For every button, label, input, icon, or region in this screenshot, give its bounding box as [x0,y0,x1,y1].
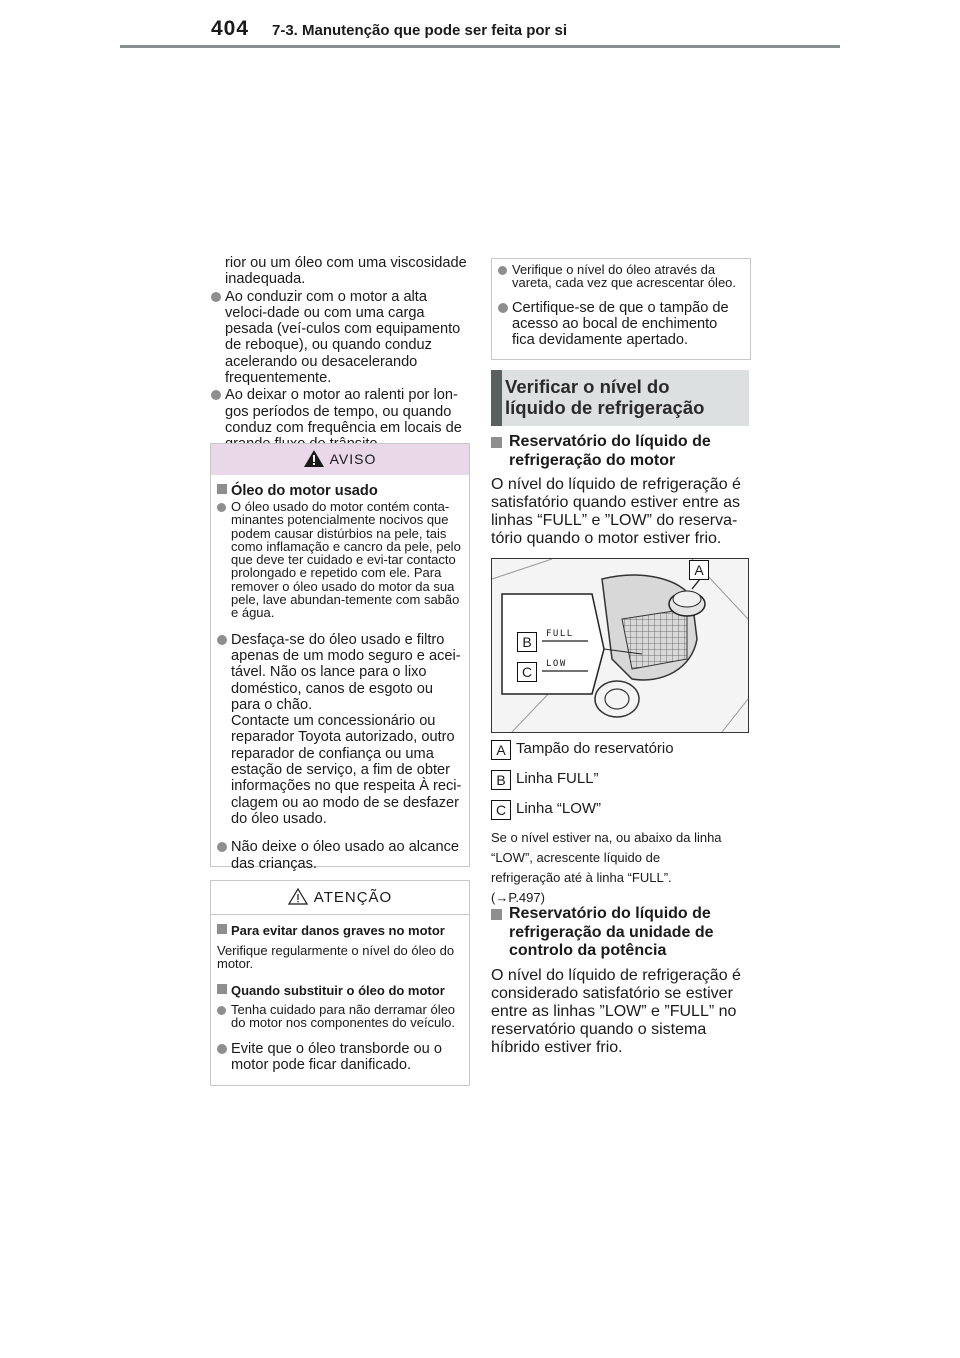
figure-legend [491,740,753,908]
list-item: Verifique o nível do óleo através da vareta, cada vez que acrescentar óleo. [498,263,744,290]
full-line-label: FULL [546,629,574,639]
header-divider [120,45,840,48]
page-reference-link[interactable]: (→P.497) [491,890,545,905]
list-item: Desfaça-se do óleo usado e filtro apenas de um modo seguro e acei-tável. Não os lance para o lixo doméstico, canos de esgoto ou para o chão. Contacte um concessionário ou reparador Toyota autorizado, outro reparador de confiança ou uma estação de serviço, a fim de obter informações no que respeita À reci-clagem ou ao modo de se desfazer do óleo usado. [217,632,463,828]
pcu-coolant-subsection [491,905,753,1057]
bullet-icon [217,1006,226,1015]
caution-subheading: Para evitar danos graves no motor [217,923,463,938]
bullet-icon [217,503,226,512]
figure-label-c: C [517,662,537,682]
bullet-icon [211,292,221,302]
warning-triangle-icon [304,450,324,467]
list-item: Ao deixar o motor ao ralenti por lon-gos períodos de tempo, ou quando conduz com frequência em locais de [211,387,469,452]
figure-label-a: A [689,560,709,580]
caution-title: ATENÇÃO [313,889,393,906]
section-title: Verificar o nível do líquido de refrigeração [505,376,705,418]
legend-row-c: C Linha “LOW” [491,800,753,830]
section-header-bar [491,370,502,426]
low-line-label: LOW [546,659,567,669]
subsection-heading: Reservatório do líquido de refrigeração do motor [491,433,753,470]
warning-title: AVISO [329,451,377,467]
coolant-subsection [491,433,753,548]
caution-box [210,880,470,1086]
list-item: O óleo usado do motor contém conta-minantes potencialmente nocivos que podem causar distúrbios na pele, tais como inflamação e cancro da pele, pelo que deve ter cuidado e evi-tar contacto prolongado e repetido com ele. Para remover o óleo usado do motor da sua pele, lave abundan-temente com sabão e água. [217,500,463,620]
warning-header [211,444,469,475]
coolant-reservoir-figure [491,558,749,733]
coolant-paragraph: O nível do líquido de refrigeração é satisfatório quando estiver entre as linhas “FULL” e ”LOW” do reserva-tório quando o motor estiver frio. [491,476,741,547]
figure-label-b: B [517,632,537,652]
warning-subheading: Óleo do motor usado [217,483,463,499]
pcu-coolant-paragraph: O nível do líquido de refrigeração é considerado satisfatório se estiver entre as linhas ”LOW” e ”FULL” no reservatório quando o sistema híbrido estiver frio. [491,966,741,1056]
caution-triangle-icon [288,888,308,905]
list-item: Ao conduzir com o motor a alta veloci-dade ou com uma carga pesada (veí-culos com equipamento de reboque), ou quando conduz acelerando ou desacelerando frequentemente. [211,289,469,387]
bullet-icon [211,390,221,400]
section-header [491,370,749,426]
square-bullet-icon [217,924,227,934]
legend-row-b: B Linha FULL” [491,770,753,800]
square-bullet-icon [491,437,502,448]
list-item: Tenha cuidado para não derramar óleo do motor nos componentes do veículo. [217,1003,463,1030]
square-bullet-icon [491,909,502,920]
bullet-icon [217,1044,227,1054]
bullet-icon [217,635,227,645]
list-item: Evite que o óleo transborde ou o motor pode ficar danificado. [217,1041,463,1074]
list-item: Certifique-se de que o tampão de acesso ao bocal de enchimento fica devidamente apertado. [498,300,744,349]
bullet-icon [217,842,227,852]
subsection-heading: Reservatório do líquido de refrigeração da unidade de controlo da potência [491,905,753,961]
list-item: Não deixe o óleo usado ao alcance das crianças. [217,839,463,872]
square-bullet-icon [217,984,227,994]
bullet-icon [498,266,507,275]
left-column-text [211,255,469,453]
page-number: 404 [211,17,250,40]
caution-subheading: Quando substituir o óleo do motor [217,983,463,998]
square-bullet-icon [217,484,227,494]
refill-note: Se o nível estiver na, ou abaixo da linha “LOW”, acrescente líquido de refrigeração até à linha “FULL”. [491,830,722,885]
info-box [491,258,751,360]
bullet-icon [498,303,508,313]
continued-text: rior ou um óleo com uma viscosidade inadequada. [225,255,467,288]
chapter-title: 7-3. Manutenção que pode ser feita por si [272,22,568,39]
warning-box [210,443,470,872]
caution-header [211,881,469,915]
legend-row-a: A Tampão do reservatório [491,740,753,770]
caution-text: Verifique regularmente o nível do óleo do motor. [217,943,455,972]
